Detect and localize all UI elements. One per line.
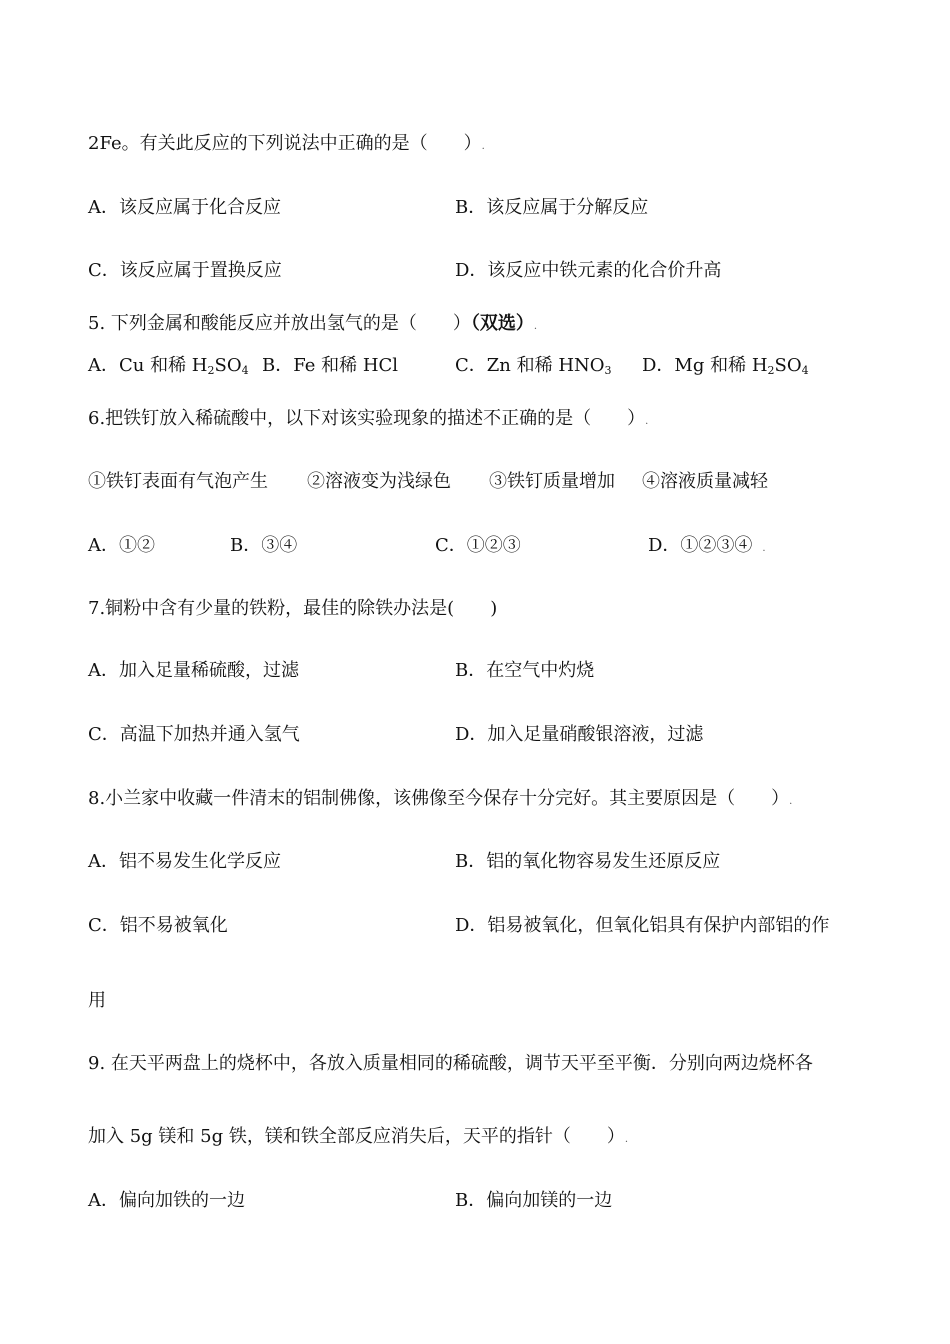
q8-option-d-continued: 用 (88, 990, 106, 1011)
q5-option-b: B．Fe 和稀 HCl (262, 355, 399, 376)
q6-option-a: A．①② (88, 535, 155, 556)
q7-option-a: A．加入足量稀硫酸，过滤 (88, 660, 299, 681)
q4-option-b: B．该反应属于分解反应 (455, 197, 649, 218)
q8-option-b: B．铝的氧化物容易发生还原反应 (455, 851, 721, 872)
q4-option-d: D．该反应中铁元素的化合价升高 (455, 260, 722, 281)
q6-option-d: D．①②③④ . (648, 535, 766, 556)
q5-tag: （双选） (470, 313, 534, 334)
q6-item-1: ①铁钉表面有气泡产生 (88, 471, 268, 492)
q4-option-a: A．该反应属于化合反应 (88, 197, 281, 218)
q6-item-3: ③铁钉质量增加 (489, 471, 615, 492)
q5-option-c: C．Zn 和稀 $HNO_3$ (455, 355, 612, 377)
q8-option-c: C．铝不易被氧化 (88, 915, 228, 936)
q4-option-c: C．该反应属于置换反应 (88, 260, 282, 281)
q8-option-a: A．铝不易发生化学反应 (88, 851, 281, 872)
q6-stem: 6.把铁钉放入稀硫酸中，以下对该实验现象的描述不正确的是（ ）. (88, 408, 649, 429)
q7-option-d: D．加入足量硝酸银溶液，过滤 (455, 724, 704, 745)
q9-stem-line-1: 9. 在天平两盘上的烧杯中，各放入质量相同的稀硫酸，调节天平至平衡．分别向两边烧杯各 (88, 1053, 813, 1074)
q8-stem: 8.小兰家中收藏一件清末的铝制佛像，该佛像至今保存十分完好。其主要原因是（ ）. (88, 788, 793, 809)
q9-option-a: A．偏向加铁的一边 (88, 1190, 245, 1211)
q4-stem: 2Fe。有关此反应的下列说法中正确的是（ ）. (88, 133, 485, 154)
q5-option-d: D．Mg 和稀 $H_2SO_4$ (642, 355, 809, 377)
q6-option-b: B．③④ (230, 535, 298, 556)
q6-option-c: C．①②③ (435, 535, 521, 556)
q8-option-d: D．铝易被氧化，但氧化铝具有保护内部铝的作 (455, 915, 830, 936)
q6-item-4: ④溶液质量减轻 (642, 471, 768, 492)
q9-stem-line-2: 加入 5g 镁和 5g 铁，镁和铁全部反应消失后，天平的指针（ ）. (88, 1126, 629, 1147)
q5-option-a: A．Cu 和稀 $H_2SO_4$ (88, 355, 249, 377)
q7-option-c: C．高温下加热并通入氢气 (88, 724, 300, 745)
q5-stem: 5. 下列金属和酸能反应并放出氢气的是（ ）（双选）. (88, 313, 538, 334)
q7-option-b: B．在空气中灼烧 (455, 660, 595, 681)
q6-item-2: ②溶液变为浅绿色 (307, 471, 451, 492)
q7-stem: 7.铜粉中含有少量的铁粉，最佳的除铁办法是( ) (88, 598, 498, 619)
q9-option-b: B．偏向加镁的一边 (455, 1190, 613, 1211)
